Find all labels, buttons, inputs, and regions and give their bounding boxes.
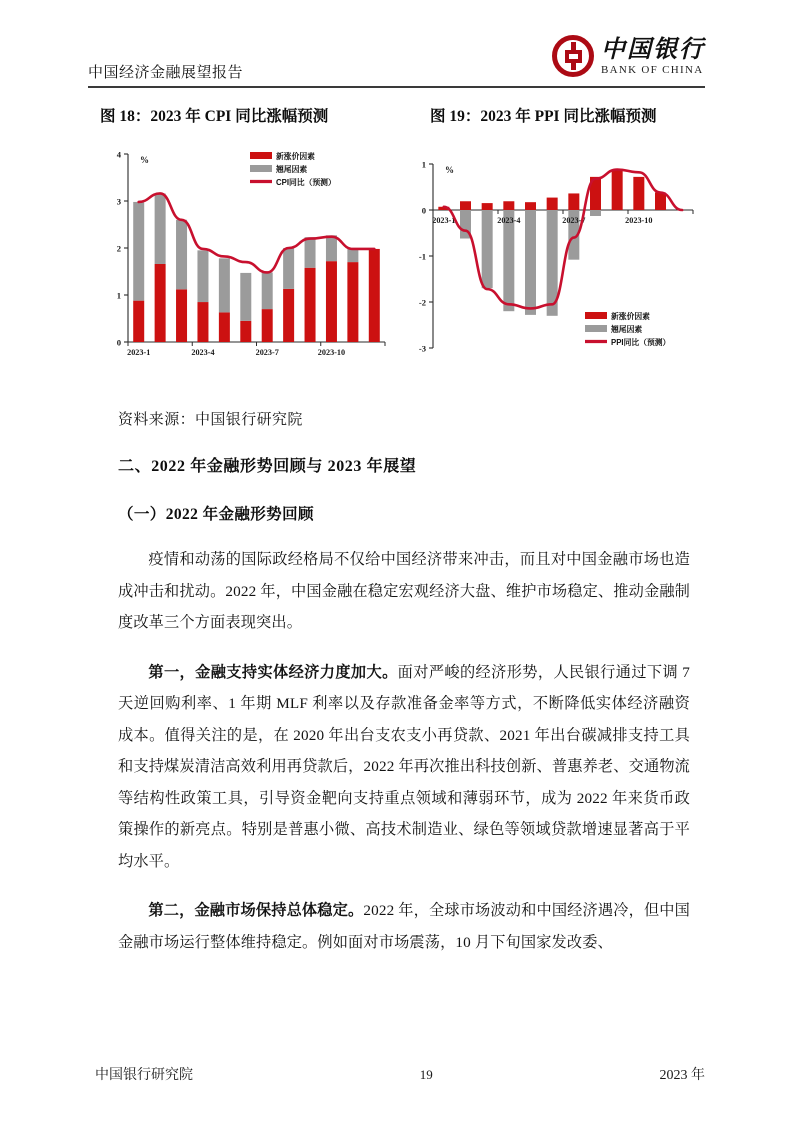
svg-text:2023-7: 2023-7 <box>562 216 586 225</box>
paragraph-3: 第二，金融市场保持总体稳定。2022 年，全球市场波动和中国经济遇冷，但中国金融市场运行整体维持稳定。例如面对市场震荡，10 月下旬国家发改委、 <box>118 902 690 951</box>
svg-text:0: 0 <box>421 205 426 216</box>
cpi-chart-svg <box>100 140 395 370</box>
page-header <box>88 28 705 90</box>
paragraph-lead: 第一，金融支持实体经济力度加大。 <box>148 663 398 681</box>
svg-text:2023-4: 2023-4 <box>497 216 521 225</box>
subsection-heading: （一）2022 年金融形势回顾 <box>118 506 314 523</box>
svg-text:3: 3 <box>116 196 121 207</box>
boc-logo-icon <box>552 35 594 77</box>
footer-year: 2023 年 <box>659 1068 705 1083</box>
footer-institution: 中国银行研究院 <box>95 1068 193 1083</box>
svg-text:-1: -1 <box>418 251 426 262</box>
svg-text:2: 2 <box>116 243 121 254</box>
svg-text:1: 1 <box>421 159 426 170</box>
bank-of-china-logo <box>552 28 705 84</box>
section-heading: 二、2022 年金融形势回顾与 2023 年展望 <box>118 458 417 475</box>
footer-page-number: 19 <box>419 1067 433 1082</box>
page-footer <box>95 1064 705 1084</box>
svg-text:2023-1: 2023-1 <box>127 348 151 357</box>
paragraph-2: 第一，金融支持实体经济力度加大。面对严峻的经济形势，人民银行通过下调 7 天逆回购利率、1 年期 MLF 利率以及存款准备金率等方式，不断降低实体经济融资成本。值得关注的是，在 2020 年出台支农支小再贷款、2021 年出台碳减排支持工具和支持煤炭清洁高效利用再贷款后，2022 年再次推出科技创新、普惠养老、交通物流等结构性政策工具，引导资金靶向支持重点领域和薄弱环节，成为 2022 年来货币政策操作的新亮点。特别是普惠小微、高技术制造业、绿色等领域贷款增速显著高于平均水平。 <box>118 663 691 870</box>
svg-text:CPI同比（预测）: CPI同比（预测） <box>276 178 336 188</box>
svg-text:2023-10: 2023-10 <box>317 348 346 357</box>
svg-text:翘尾因素: 翘尾因素 <box>611 325 643 335</box>
svg-text:2023-10: 2023-10 <box>625 216 653 225</box>
svg-text:2023-7: 2023-7 <box>255 348 279 357</box>
header-rule <box>88 86 705 88</box>
svg-text:4: 4 <box>116 149 121 160</box>
logo-english-name: BANK OF CHINA <box>601 63 704 76</box>
logo-chinese-name: 中国银行 <box>601 33 705 63</box>
paragraph-1: 疫情和动荡的国际政经格局不仅给中国经济带来冲击，而且对中国金融市场也造成冲击和扰动。2022 年，中国金融在稳定宏观经济大盘、维护市场稳定、推动金融制度改革三个方面表现突出。 <box>118 551 690 631</box>
cpi-chart <box>100 140 395 370</box>
ppi-chart-svg <box>403 140 703 370</box>
svg-text:1: 1 <box>116 290 121 301</box>
figure-18-title: 图 18：2023 年 CPI 同比涨幅预测 <box>100 108 329 125</box>
ppi-chart <box>403 140 703 370</box>
svg-text:PPI同比（预测）: PPI同比（预测） <box>611 338 671 348</box>
svg-text:新涨价因素: 新涨价因素 <box>276 152 315 162</box>
document-body <box>118 408 690 976</box>
svg-text:-2: -2 <box>418 297 426 308</box>
figure-titles <box>100 104 710 126</box>
svg-text:新涨价因素: 新涨价因素 <box>611 312 650 322</box>
source-line: 资料来源：中国银行研究院 <box>118 412 303 428</box>
svg-text:%: % <box>140 155 149 165</box>
svg-text:2023-1: 2023-1 <box>432 216 456 225</box>
header-title: 中国经济金融展望报告 <box>88 65 244 81</box>
svg-text:翘尾因素: 翘尾因素 <box>276 165 308 175</box>
svg-text:-3: -3 <box>418 343 426 354</box>
figure-19-title: 图 19：2023 年 PPI 同比涨幅预测 <box>430 108 657 125</box>
svg-text:0: 0 <box>116 337 121 348</box>
svg-text:2023-4: 2023-4 <box>191 348 215 357</box>
paragraph-lead: 第二，金融市场保持总体稳定。 <box>148 902 364 919</box>
svg-text:%: % <box>445 165 454 175</box>
figures-row <box>100 140 710 370</box>
